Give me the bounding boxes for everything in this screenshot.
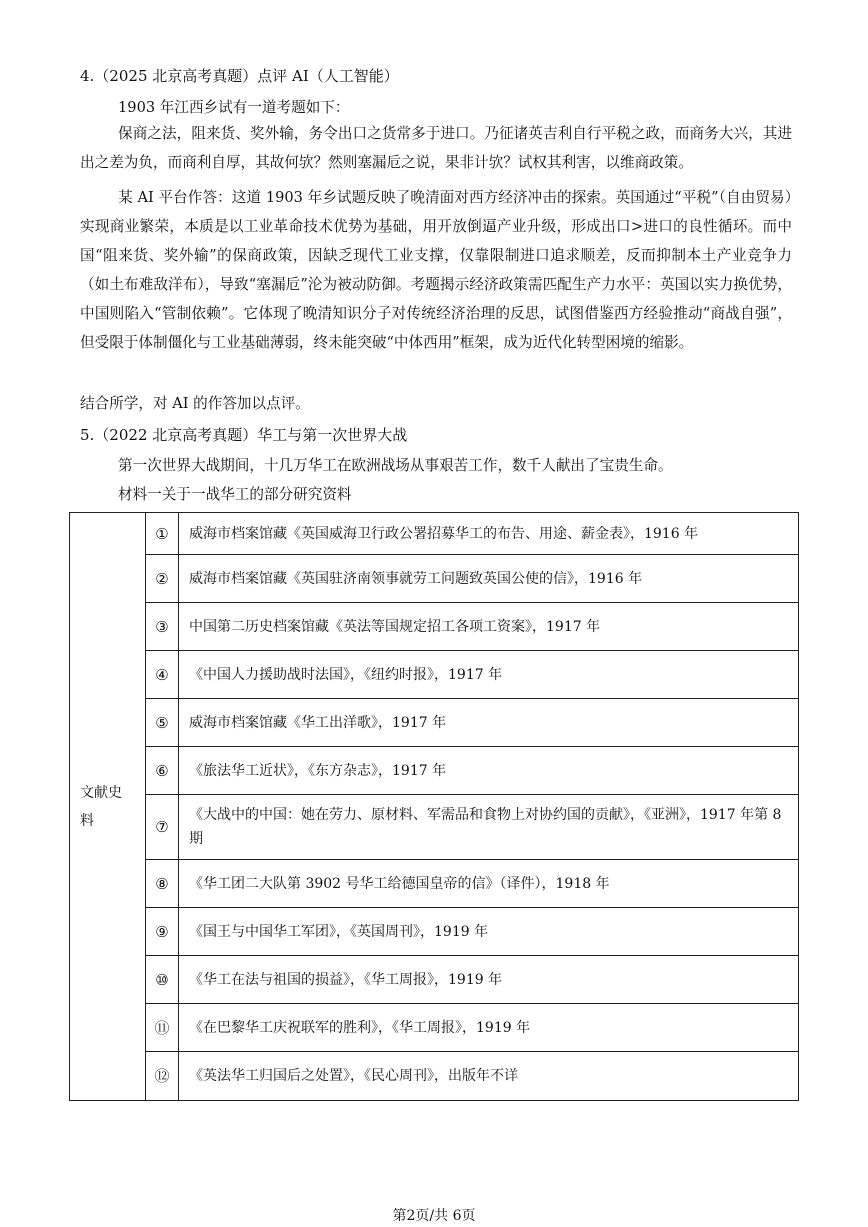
table-row [70,513,799,555]
source-cell: 《旅法华工近状》，《东方杂志》，1917 年 [179,747,799,795]
table-row [70,699,799,747]
question-4-task: 结合所学，对 AI 的作答加以点评。 [80,395,310,412]
category-cell: 文献史料 [70,513,146,1101]
question-4-exam-text [80,119,792,177]
table-row [70,860,799,908]
question-5-intro: 第一次世界大战期间，十几万华工在欧洲战场从事艰苦工作，数千人献出了宝贵生命。 [118,457,673,474]
question-4-ai-answer [80,183,792,357]
row-number: ⑫ [146,1052,179,1101]
table-row [70,1052,799,1101]
source-cell: 《大战中的中国：她在劳力、原材料、军需品和食物上对协约国的贡献》，《亚洲》，1917 年第 8 期 [179,795,799,860]
source-cell: 《中国人力援助战时法国》，《纽约时报》，1917 年 [179,651,799,699]
table-row [70,603,799,651]
table-row [70,555,799,603]
source-cell: 威海市档案馆藏《英国威海卫行政公署招募华工的布告、用途、薪金表》，1916 年 [179,513,799,555]
row-number: ⑤ [146,699,179,747]
row-number: ⑥ [146,747,179,795]
page-footer: 第2页/共 6页 [392,1208,476,1224]
sources-table [69,512,799,1101]
source-cell: 威海市档案馆藏《英国驻济南领事就劳工问题致英国公使的信》，1916 年 [179,555,799,603]
table-row [70,795,799,860]
table-row [70,651,799,699]
source-cell: 威海市档案馆藏《华工出洋歌》，1917 年 [179,699,799,747]
question-4-heading: 4.（2025 北京高考真题）点评 AI（人工智能） [80,67,399,85]
row-number: ③ [146,603,179,651]
row-number: ⑦ [146,795,179,860]
row-number: ⑪ [146,1004,179,1052]
row-number: ⑧ [146,860,179,908]
table-row [70,1004,799,1052]
ai-answer-content: 某 AI 平台作答：这道 1903 年乡试题反映了晚清面对西方经济冲击的探索。英国通过“平税”（自由贸易）实现商业繁荣，本质是以工业革命技术优势为基础，用开放倒逼产业升级，形成出口>进口的良性循环。而中国“阻来货、奖外输”的保商政策，因缺乏现代工业支撑，仅靠限制进口追求顺差，反而抑制本土产业竞争力（如土布难敌洋布），导致“塞漏卮”沦为被动防御。考题揭示经济政策需匹配生产力水平：英国以实力换优势，中国则陷入“管制依赖”。它体现了晚清知识分子对传统经济治理的反思，试图借鉴西方经验推动“商战自强”，但受限于体制僵化与工业基础薄弱，终未能突破“中体西用”框架，成为近代化转型困境的缩影。 [80,189,792,351]
source-cell: 《华工在法与祖国的损益》，《华工周报》，1919 年 [179,956,799,1004]
table-row [70,956,799,1004]
table-row [70,908,799,956]
row-number: ② [146,555,179,603]
source-cell: 《华工团二大队第 3902 号华工给德国皇帝的信》（译件），1918 年 [179,860,799,908]
question-5-heading: 5.（2022 北京高考真题）华工与第一次世界大战 [80,426,408,444]
source-cell: 《国王与中国华工军团》，《英国周刊》，1919 年 [179,908,799,956]
question-4-intro: 1903 年江西乡试有一道考题如下： [118,99,350,116]
row-number: ⑩ [146,956,179,1004]
material-title: 材料一关于一战华工的部分研究资料 [118,486,352,503]
source-cell: 《在巴黎华工庆祝联军的胜利》，《华工周报》，1919 年 [179,1004,799,1052]
source-cell: 中国第二历史档案馆藏《英法等国规定招工各项工资案》，1917 年 [179,603,799,651]
exam-text-content: 保商之法，阻来货、奖外输，务令出口之货常多于进口。乃征诸英吉利自行平税之政，而商务大兴，其进出之差为负，而商利自厚，其故何欤？然则塞漏卮之说，果非计欤？试权其利害，以维商政策。 [80,125,792,171]
table-row [70,747,799,795]
row-number: ④ [146,651,179,699]
source-cell: 《英法华工归国后之处置》，《民心周刊》，出版年不详 [179,1052,799,1101]
row-number: ① [146,513,179,555]
row-number: ⑨ [146,908,179,956]
